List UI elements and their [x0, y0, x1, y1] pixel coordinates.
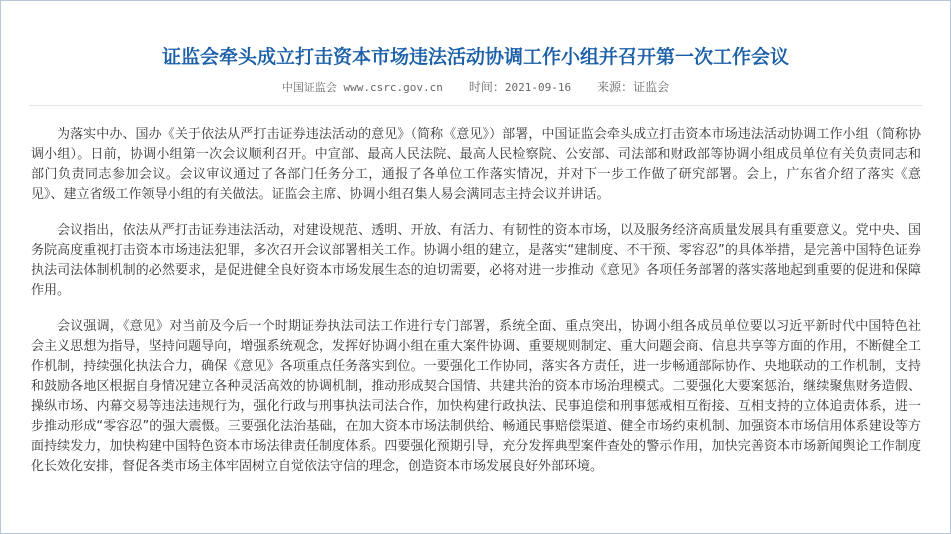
article-paragraph-2: 会议指出，依法从严打击证券违法活动，对建设规范、透明、开放、有活力、有韧性的资本市场，以及服务经济高质量发展具有重要意义。党中央、国务院高度重视打击资本市场违法犯罪，多次召开会议部署相关工作。协调小组的建立，是落实“建制度、不干预、零容忍”的具体举措，是完善中国特色证券执法司法体制机制的必然要求，是促进健全良好资本市场发展生态的迫切需要，必将对进一步推动《意见》各项任务部署的落实落地起到重要的促进和保障作用。: [31, 223, 921, 298]
meta-source-label: 来源：: [597, 80, 634, 94]
article-paragraph-1: 为落实中办、国办《关于依法从严打击证券违法活动的意见》（简称《意见》）部署，中国证监会牵头成立打击资本市场违法活动协调工作小组（简称协调小组）。日前，协调小组第一次会议顺利召开。中宣部、最高人民法院、最高人民检察院、公安部、司法部和财政部等协调小组成员单位有关负责同志和部门负责同志参加会议。会议审议通过了各部门任务分工，通报了各单位工作落实情况，并对下一步工作做了研究部署。会上，广东省介绍了落实《意见》、建立省级工作领导小组的有关做法。证监会主席、协调小组召集人易会满同志主持会议并讲话。: [31, 127, 921, 202]
article-paragraph-3: 会议强调，《意见》对当前及今后一个时期证券执法司法工作进行专门部署，系统全面、重点突出，协调小组各成员单位要以习近平新时代中国特色社会主义思想为指导，坚持问题导向，增强系统观念，发挥好协调小组在重大案件协调、重要规则制定、重大问题会商、信息共享等方面的作用，不断健全工作机制，持续强化执法合力，确保《意见》各项重点任务落实到位。一要强化工作协同，落实各方责任，进一步畅通部际协作、央地联动的工作机制，支持和鼓励各地区根据自身情况建立各种灵活高效的协调机制，推动形成契合国情、共建共治的资本市场治理模式。二要强化大要案惩治，继续聚焦财务造假、操纵市场、内幕交易等违法违规行为，强化行政与刑事执法司法合作，加快构建行政执法、民事追偿和刑事惩戒相互衔接、互相支持的立体追责体系，进一步推动形成“零容忍”的强大震慑。三要强化法治基础，在加大资本市场法制供给、畅通民事赔偿渠道、健全市场约束机制、加强资本市场信用体系建设等方面持续发力，加快构建中国特色资本市场法律责任制度体系。四要强化预期引导，充分发挥典型案件查处的警示作用，加快完善资本市场新闻舆论工作制度化长效化安排，督促各类市场主体牢固树立自觉依法守信的理念，创造资本市场发展良好外部环境。: [31, 319, 921, 474]
meta-time-label: 时间：: [468, 80, 505, 94]
article-title: 证监会牵头成立打击资本市场违法活动协调工作小组并召开第一次工作会议: [161, 45, 789, 68]
meta-site: 中国证监会 www.csrc.gov.cn: [281, 81, 443, 94]
article-meta: [1, 79, 950, 96]
meta-source: 证监会: [633, 80, 670, 94]
article-body: [31, 125, 921, 493]
meta-divider: [29, 105, 922, 106]
meta-time: 2021-09-16: [504, 81, 572, 94]
